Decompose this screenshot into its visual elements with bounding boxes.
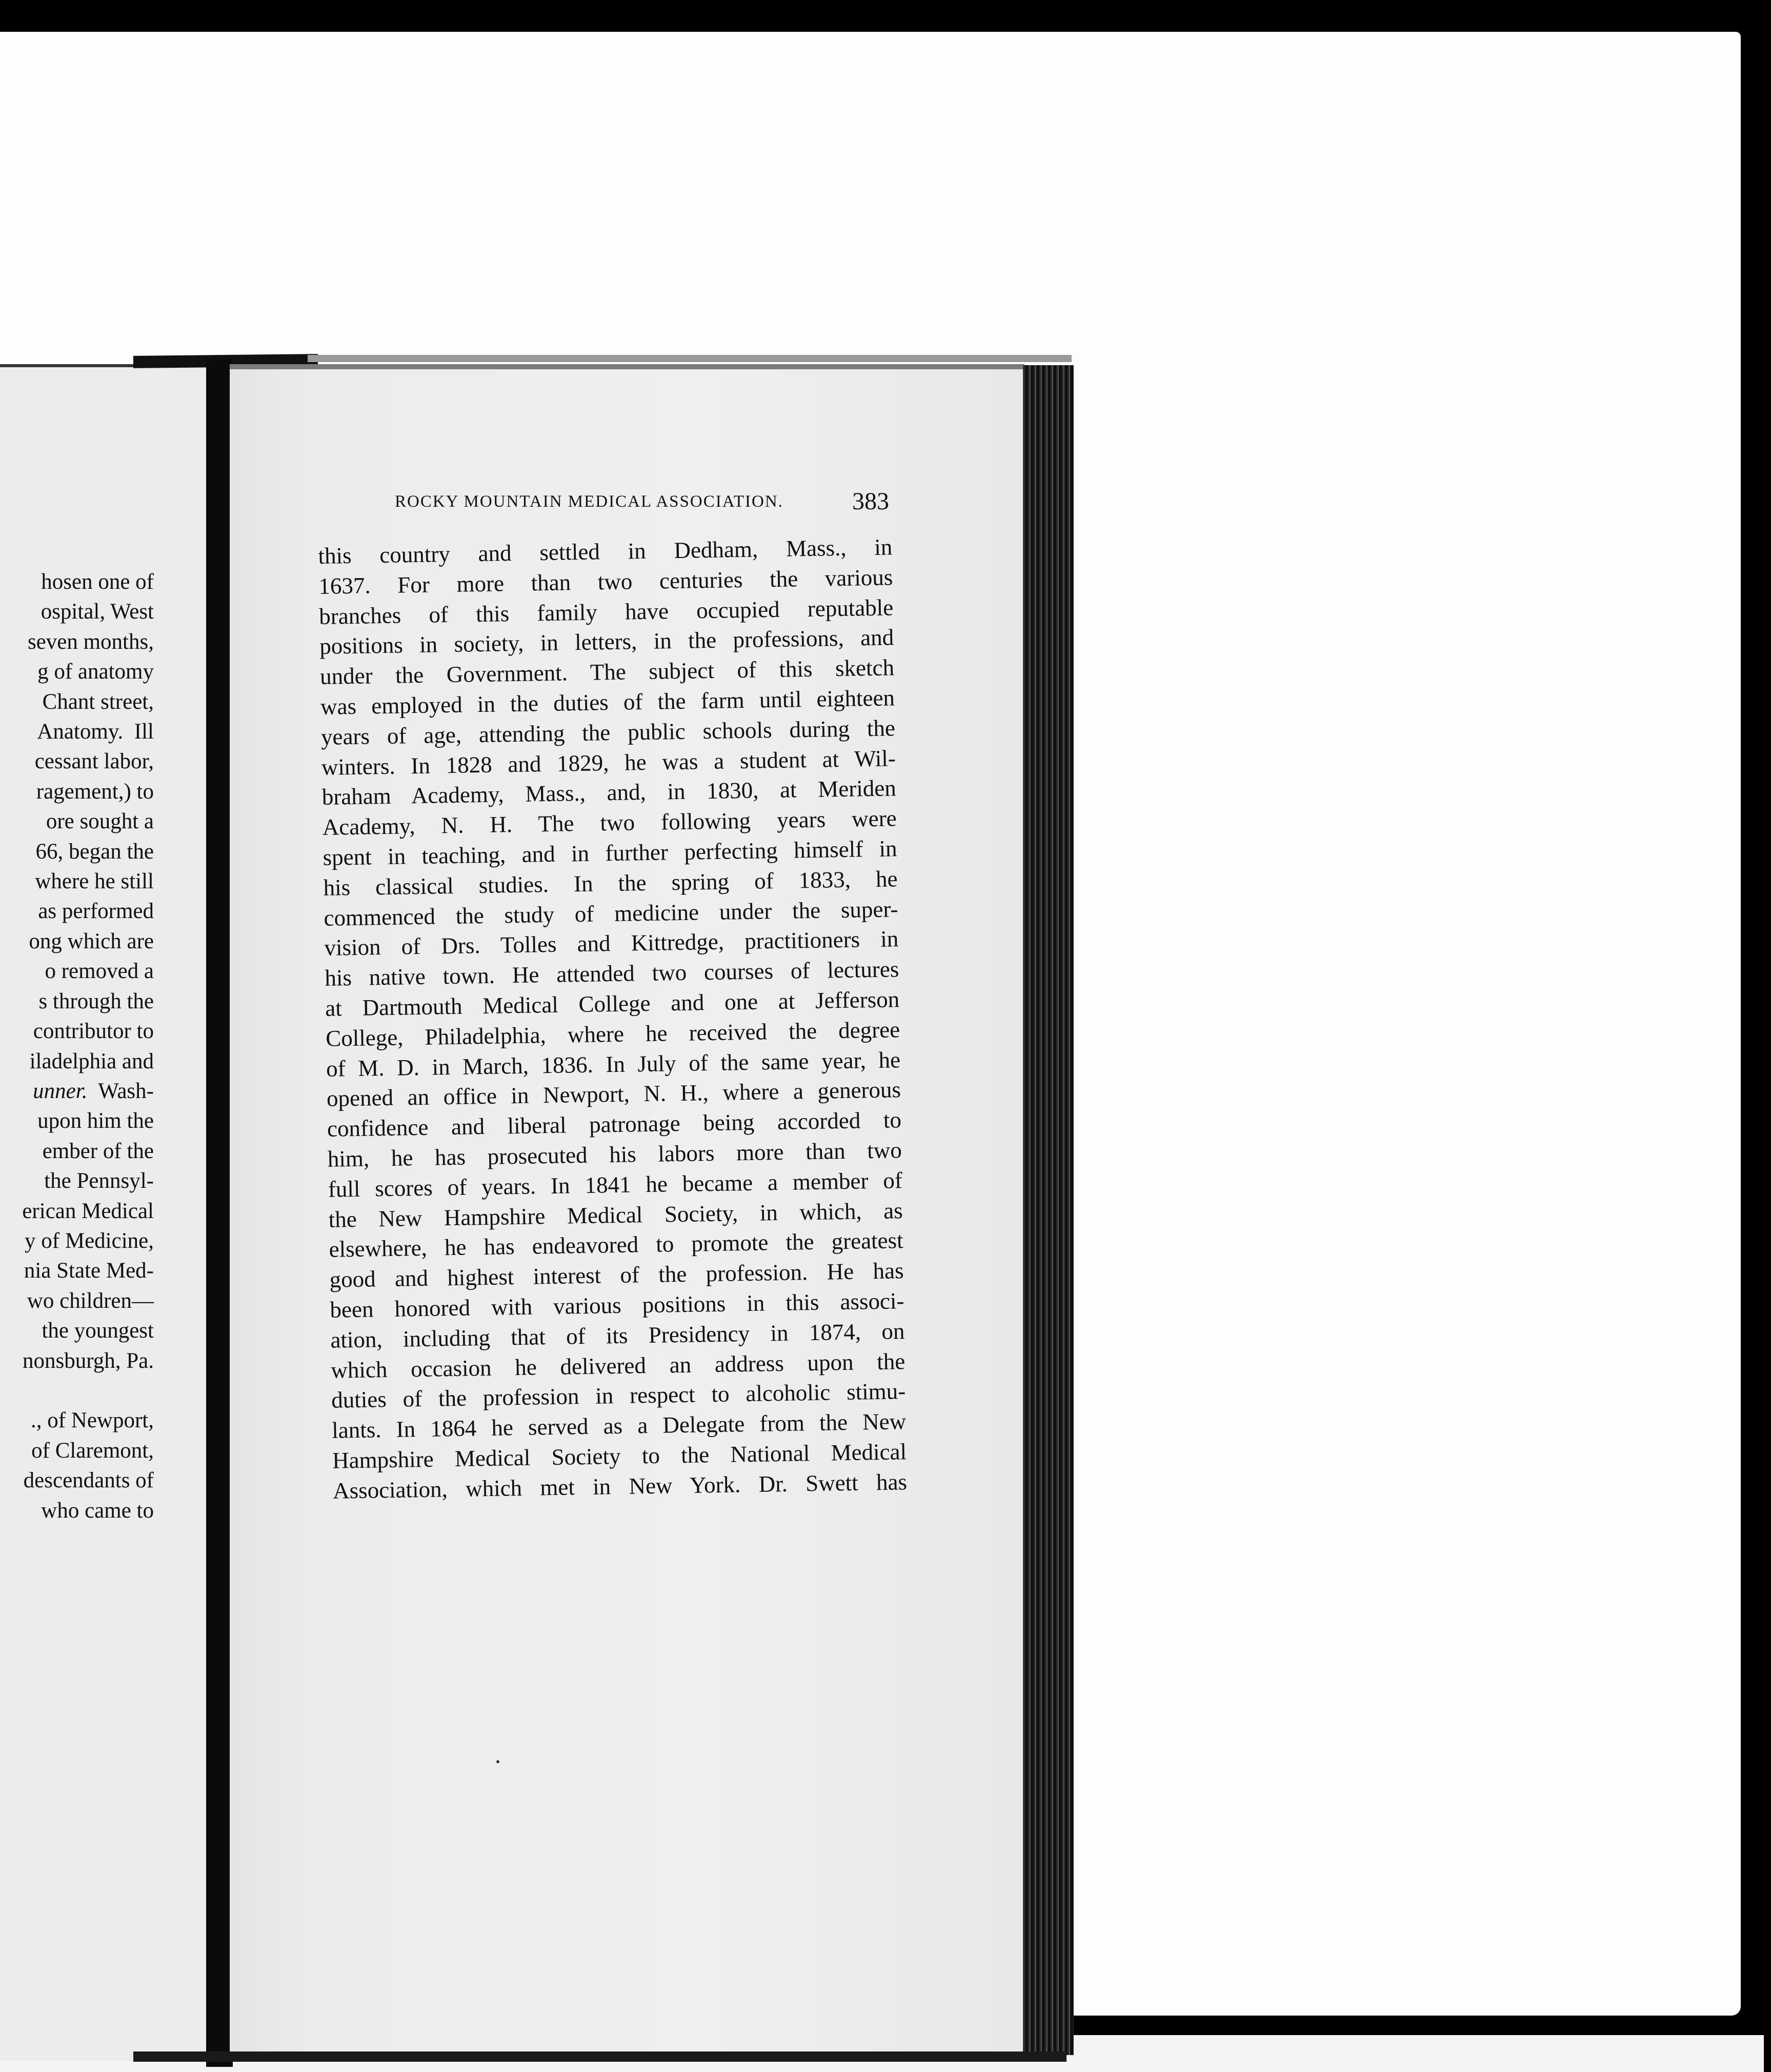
left-page-line: erican Medical <box>22 1199 154 1223</box>
left-page-line: o removed a <box>45 959 154 984</box>
left-page-line: the Pennsyl- <box>44 1169 154 1193</box>
body-line: Hampshire Medical Society to the National Medical <box>332 1439 907 1473</box>
page-top-edge <box>308 355 1072 362</box>
left-page-line: nonsburgh, Pa. <box>22 1348 154 1373</box>
body-line: braham Academy, Mass., and, in 1830, at Meriden <box>321 775 897 810</box>
left-page-line: who came to <box>41 1498 154 1523</box>
left-page-text <box>0 567 154 1526</box>
left-page-line: unner. Wash- <box>33 1079 154 1103</box>
body-line: elsewhere, he has endeavored to promote the greatest <box>329 1227 903 1263</box>
body-text <box>318 532 907 1506</box>
body-line: his native town. He attended two courses of lectures <box>324 956 899 991</box>
body-line: vision of Drs. Tolles and Kittredge, practitioners in <box>324 926 899 961</box>
body-line: of M. D. in March, 1836. In July of the same year, he <box>326 1046 901 1082</box>
left-page-line: where he still <box>35 869 154 894</box>
left-page-line: descendants of <box>23 1468 154 1493</box>
body-line: which occasion he delivered an address upon the <box>330 1348 905 1383</box>
body-line: at Dartmouth Medical College and one at Jefferson <box>325 986 900 1021</box>
body-line: commenced the study of medicine under the super- <box>324 895 898 931</box>
left-page-line: ., of Newport, <box>30 1408 154 1433</box>
left-page-line: cessant labor, <box>34 749 154 774</box>
body-line: Association, which met in New York. Dr. Swett has <box>332 1468 908 1504</box>
body-line: the New Hampshire Medical Society, in which, as <box>328 1197 903 1232</box>
left-page-line: Anatomy. Ill <box>37 720 154 744</box>
body-line: years of age, attending the public schools during the <box>320 715 896 750</box>
left-page-line: the youngest <box>42 1319 154 1343</box>
body-line: good and highest interest of the profession. He has <box>329 1258 904 1292</box>
body-line: ation, including that of its Presidency in 1874, on <box>330 1318 905 1353</box>
body-line: winters. In 1828 and 1829, he was a student at Wil- <box>321 745 896 780</box>
left-page-line <box>0 1376 154 1406</box>
body-line: opened an office in Newport, N. H., where a generous <box>326 1077 901 1112</box>
body-line: full scores of years. In 1841 he became a member of <box>328 1167 903 1202</box>
left-page-line: upon him the <box>37 1109 154 1133</box>
left-page-line: ember of the <box>42 1139 154 1163</box>
body-line: him, he has prosecuted his labors more than two <box>327 1137 902 1172</box>
left-page-line: g of anatomy <box>37 660 154 684</box>
ink-speck <box>496 1760 499 1763</box>
body-line: this country and settled in Dedham, Mass., in <box>318 534 893 569</box>
left-page-line: Chant street, <box>42 689 154 714</box>
running-head: ROCKY MOUNTAIN MEDICAL ASSOCIATION. <box>395 492 783 511</box>
left-page-line: iladelphia and <box>29 1049 154 1073</box>
left-page-line: as performed <box>38 899 154 924</box>
left-page-line: nia State Med- <box>24 1259 154 1283</box>
left-page-line: y of Medicine, <box>25 1228 154 1253</box>
left-page-line: ospital, West <box>41 600 154 624</box>
body-line: branches of this family have occupied reputable <box>318 594 894 629</box>
left-page-line: contributor to <box>33 1019 154 1044</box>
body-line: positions in society, in letters, in the professions, and <box>319 624 894 660</box>
left-page-line: seven months, <box>27 629 154 654</box>
book-spine <box>206 359 233 2067</box>
body-line: his classical studies. In the spring of 1833, he <box>323 866 898 901</box>
body-line: 1637. For more than two centuries the various <box>318 564 893 599</box>
left-page-clip <box>0 367 215 2064</box>
body-line: confidence and liberal patronage being accorded to <box>327 1107 902 1142</box>
left-page-line: s through the <box>38 989 154 1013</box>
left-page-line: ong which are <box>29 929 154 953</box>
left-page-line: ore sought a <box>46 809 154 834</box>
body-line: lants. In 1864 he served as a Delegate from the New <box>331 1408 907 1443</box>
body-line: College, Philadelphia, where he received the degree <box>325 1017 900 1051</box>
left-page-line: of Claremont, <box>31 1438 154 1463</box>
left-page-line: ragement,) to <box>36 779 154 804</box>
body-line: under the Government. The subject of this sketch <box>319 654 895 690</box>
body-line: been honored with various positions in this associ- <box>330 1288 904 1323</box>
left-page-line: 66, began the <box>35 839 154 864</box>
body-line: was employed in the duties of the farm until eighteen <box>320 685 895 720</box>
left-page-line: hosen one of <box>41 570 154 594</box>
body-line: Academy, N. H. The two following years were <box>322 805 897 841</box>
left-page-line: wo children— <box>27 1288 154 1313</box>
page-number: 383 <box>852 488 889 515</box>
page-stack-edge <box>1023 365 1074 2055</box>
body-line: duties of the profession in respect to alcoholic stimu- <box>331 1378 906 1413</box>
left-page <box>0 364 215 2061</box>
page-bottom-edge <box>133 2051 1066 2062</box>
body-line: spent in teaching, and in further perfecting himself in <box>323 835 897 870</box>
